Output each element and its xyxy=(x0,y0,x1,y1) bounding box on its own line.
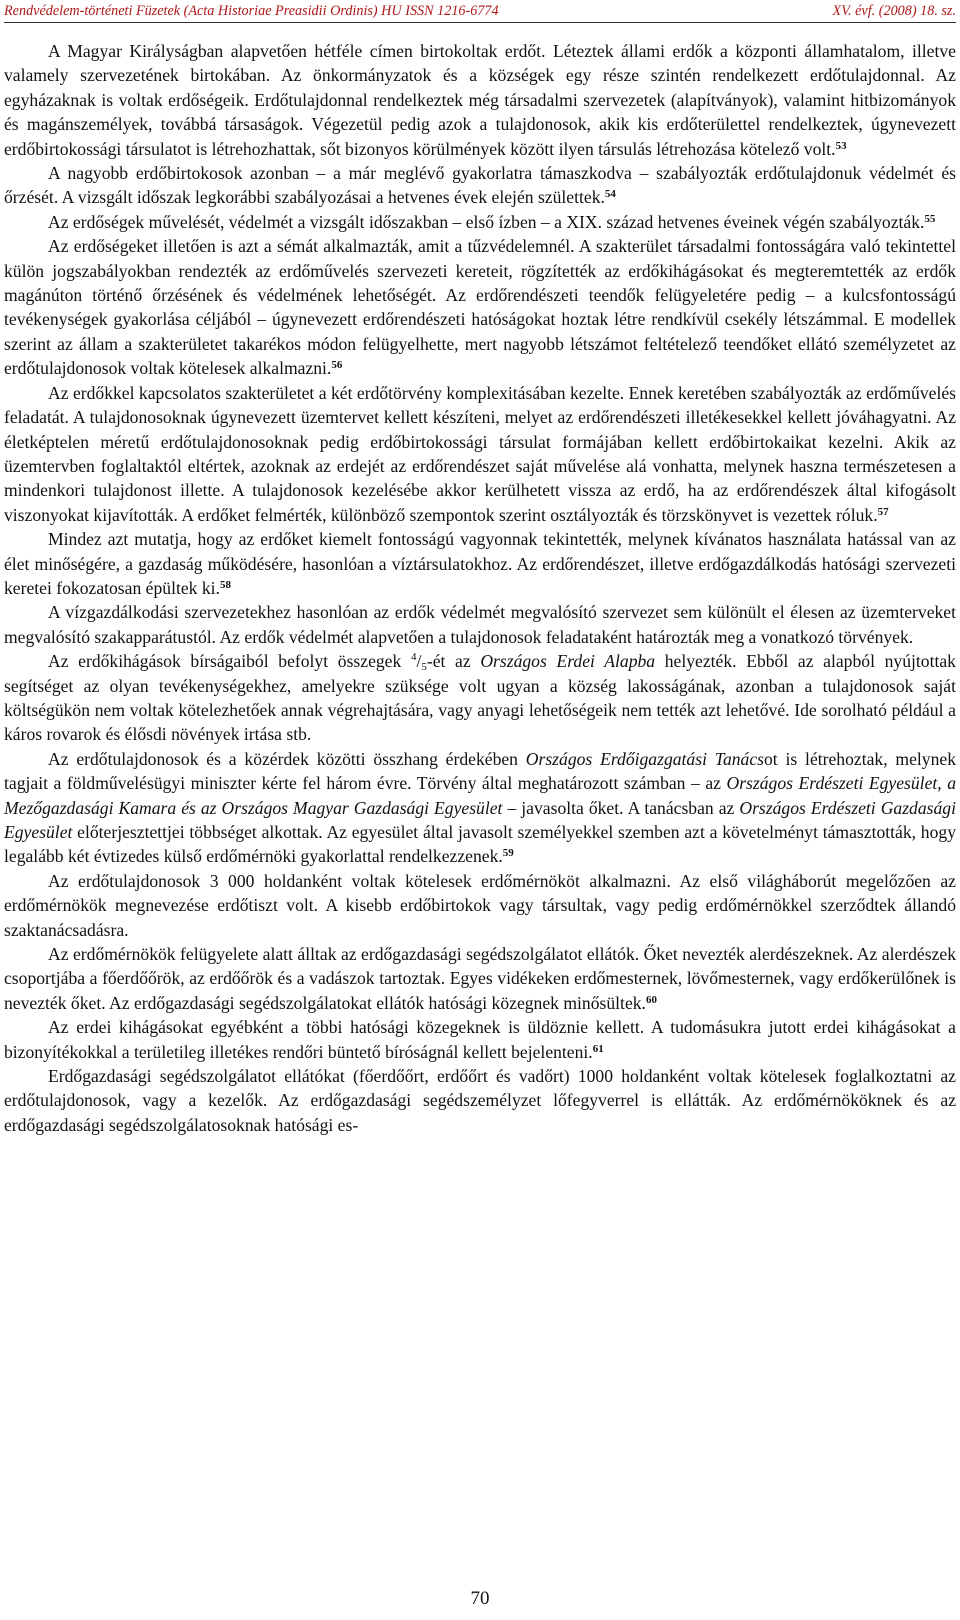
paragraph: Az erdőségeket illetően is azt a sémát alkalmazták, amit a tűzvédelemnél. A szakterület társadalmi fontosságára való tekintettel külön jogszabályokban rendezték az erdőművelés szervezeti kereteit, rögzítették az erdőkihágásokat és megteremtették az erdők magánúton történő őrzésének és védelmének lehetőségét. Az erdőrendészeti teendők felügyeletére pedig – a kulcsfontosságú tevékenységek gyakorlása céljából – úgynevezett erdőrendészeti hatóságokat hoztak létre rendkívül csekély létszámmal. E modellek szerint az állam a szakterületet takarékos módon felügyelhette, mert nagyobb létszámot feltételező teendőket ellátó személyzetet az erdőtulajdonosok voltak kötelesek alkalmazni.$^{56}$ xyxy=(4,236,956,379)
footnote-ref[interactable]: 56 xyxy=(331,359,343,372)
issue-info: XV. évf. (2008) 18. sz. xyxy=(832,3,956,19)
footnote-ref[interactable]: 53 xyxy=(835,139,847,152)
article-body xyxy=(4,39,956,1137)
footnote-ref[interactable]: 58 xyxy=(219,578,231,591)
fraction-numerator: 4 xyxy=(410,651,417,664)
footnote-ref[interactable]: 59 xyxy=(502,847,514,860)
paragraph: Az erdőségek művelését, védelmét a vizsgált időszakban – első ízben – a XIX. század hetvenes éveinek végén szabályozták.$^{55}$ xyxy=(48,211,936,232)
paragraph: A Magyar Királyságban alapvetően hétféle címen birtokoltak erdőt. Léteztek állami erdők a központi államhatalom, illetve valamely szervezetének birtokában. Az önkormányzatok és a községek egy része szintén rendelkezett erdőtulajdonnal. Az egyházaknak is voltak erdőségeik. Erdőtulajdonnal rendelkeztek még társadalmi szervezetek (alapítványok), valamint hitbizományok és magánszemélyek, továbbá társaságok. Végezetül pedig azok a tulajdonosok, akik kis erdőterülettel rendelkeztek, úgynevezett erdőbirtokossági társulatot is létrehozhattak, sőt bizonyos körülmények között ilyen társulás létrehozása kötelező volt.$^{53}$ xyxy=(4,41,956,159)
paragraph: Az erdőmérnökök felügyelete alatt álltak az erdőgazdasági segédszolgálatot ellátók. Őket nevezték alerdészeknek. Az alerdészek csoportjába a főerdőőrök, az erdőőrök és a vadászok tartoztak. Egyes vidékeken erdőmesternek, lövőmesternek, vagy erdőkerülőnek is nevezték őket. Az erdőgazdasági segédszolgálatokat ellátók hatósági közegnek minősültek.$^{60}$ xyxy=(4,944,956,1013)
paragraph: Az erdőkkel kapcsolatos szakterületet a két erdőtörvény komplexitásában kezelte. Ennek keretében szabályozták az erdőművelés feladatát. A tulajdonosoknak úgynevezett üzemtervet kellett készíteni, melyet az erdőrendészeti illetékesekkel kellett jóváhagyatni. Az életképtelen méretű erdőtulajdonosoknak pedig erdőbirtokossági társulat formájában kellett erdőbirtokaikat kezelni. Akik az üzemtervben foglaltaktól eltértek, azoknak az erdejét az erdőrendészet saját művelése alá vonhatta, melynek haszna természetesen a mindenkori tulajdonost illette. A tulajdonosok kezelésébe akkor kerülhetett vissza az erdő, ha az erdőrendészek által kifogásolt viszonyokat kijavították. A erdőket felmérték, különböző szempontok szerint osztályozták és törzskönyvet is vezettek róluk.$^{57}$ xyxy=(4,382,956,525)
paragraph: Az erdei kihágásokat egyébként a többi hatósági közegeknek is üldöznie kellett. A tudomásukra jutott erdei kihágásokat a bizonyítékokkal a területileg illetékes rendőri büntető bíróságnál kellett bejelenteni.$^{61}$ xyxy=(4,1017,956,1062)
fund-name: Országos Erdei Alapba xyxy=(480,651,656,672)
footnote-ref[interactable]: 55 xyxy=(924,212,936,225)
paragraph: Erdőgazdasági segédszolgálatot ellátókat (főerdőőrt, erdőőrt és vadőrt) 1000 holdanként voltak kötelesek foglalkoztatni az erdőtulajdonosok, vagy a kezelők. Az erdőgazdasági segédszemélyzet lőfegyverrel is ellátták. Az erdőmérnököknek és az erdőgazdasági segédszolgálatosoknak hatósági es- xyxy=(4,1066,956,1135)
footnote-ref[interactable]: 61 xyxy=(592,1042,604,1055)
paragraph: Mindez azt mutatja, hogy az erdőket kiemelt fontosságú vagyonnak tekintették, melynek kívánatos használata hatással van az élet minőségére, a gazdaság működésére, hasonlóan a víztársulatokhoz. Az erdőrendészet, illetve erdőgazdálkodás hatósági szervezeti keretei fokozatosan épültek ki.$^{58}$ xyxy=(4,529,956,598)
journal-title: Rendvédelem-történeti Füzetek (Acta Historiae Preasidii Ordinis) HU ISSN 1216-6774 xyxy=(4,3,499,19)
footnote-ref[interactable]: 57 xyxy=(877,505,889,518)
paragraph: A vízgazdálkodási szervezetekhez hasonlóan az erdők védelmét megvalósító szervezet sem különült el élesen az üzemterveket megvalósító szakapparátustól. Az erdők védelmét alapvetően a tulajdonosok feladataként határozták meg a vonatkozó törvények. xyxy=(4,602,956,647)
paragraph: A nagyobb erdőbirtokosok azonban – a már meglévő gyakorlatra támaszkodva – szabályozták erdőtulajdonuk védelmét és őrzését. A vizsgált időszak legkorábbi szabályozásai a hetvenes évek elején születtek.$^{54}$ xyxy=(4,163,956,208)
footnote-ref[interactable]: 60 xyxy=(645,993,657,1006)
paragraph: Az erdőkihágások bírságaiból befolyt összegek $^4$/5-ét az Országos Erdei Alapba helyezték. Ebből az alapból nyújtottak segítséget az olyan tevékenységekhez, amelyekre szüksége volt ugyan a község lakosságának, azonban a tulajdonosok saját költségükön nem voltak kötelezhetőek annak végrehajtására, vagy anyagi lehetőségeik nem tették azt lehetővé. Ide sorolható például a káros rovarok és élősdi növények irtása stb. xyxy=(4,651,956,745)
page-number: 70 xyxy=(470,1588,490,1609)
paragraph: Az erdőtulajdonosok 3 000 holdanként voltak kötelesek erdőmérnököt alkalmazni. Az első világháborút megelőzően az erdőmérnökök megnevezése erdőtiszt volt. A kisebb erdőbirtokok vagy társultak, vagy pedig erdőmérnökkel szerződtek állandó szaktanácsadásra. xyxy=(4,870,956,940)
footnote-ref[interactable]: 54 xyxy=(604,188,616,201)
running-header xyxy=(4,2,956,23)
fraction-denominator: 5 xyxy=(421,661,427,674)
paragraph: Az erdőtulajdonosok és a közérdek közötti összhang érdekében Országos Erdőigazgatási Tanácsot is létrehoztak, melynek tagjait a földművelésügyi miniszter kérte fel három évre. Törvény által meghatározott számban – az Országos Erdészeti Egyesület, a Mezőgazdasági Kamara és az Országos Magyar Gazdasági Egyesület – javasolta őket. A tanácsban az Országos Erdészeti Gazdasági Egyesület előterjesztettjei többséget alkottak. Az egyesület által javasolt személyekkel szemben azt a követelményt támasztották, hogy legalább két évtizedes külső erdőmérnöki gyakorlattal rendelkezzenek.$^{59}$ xyxy=(4,748,957,867)
